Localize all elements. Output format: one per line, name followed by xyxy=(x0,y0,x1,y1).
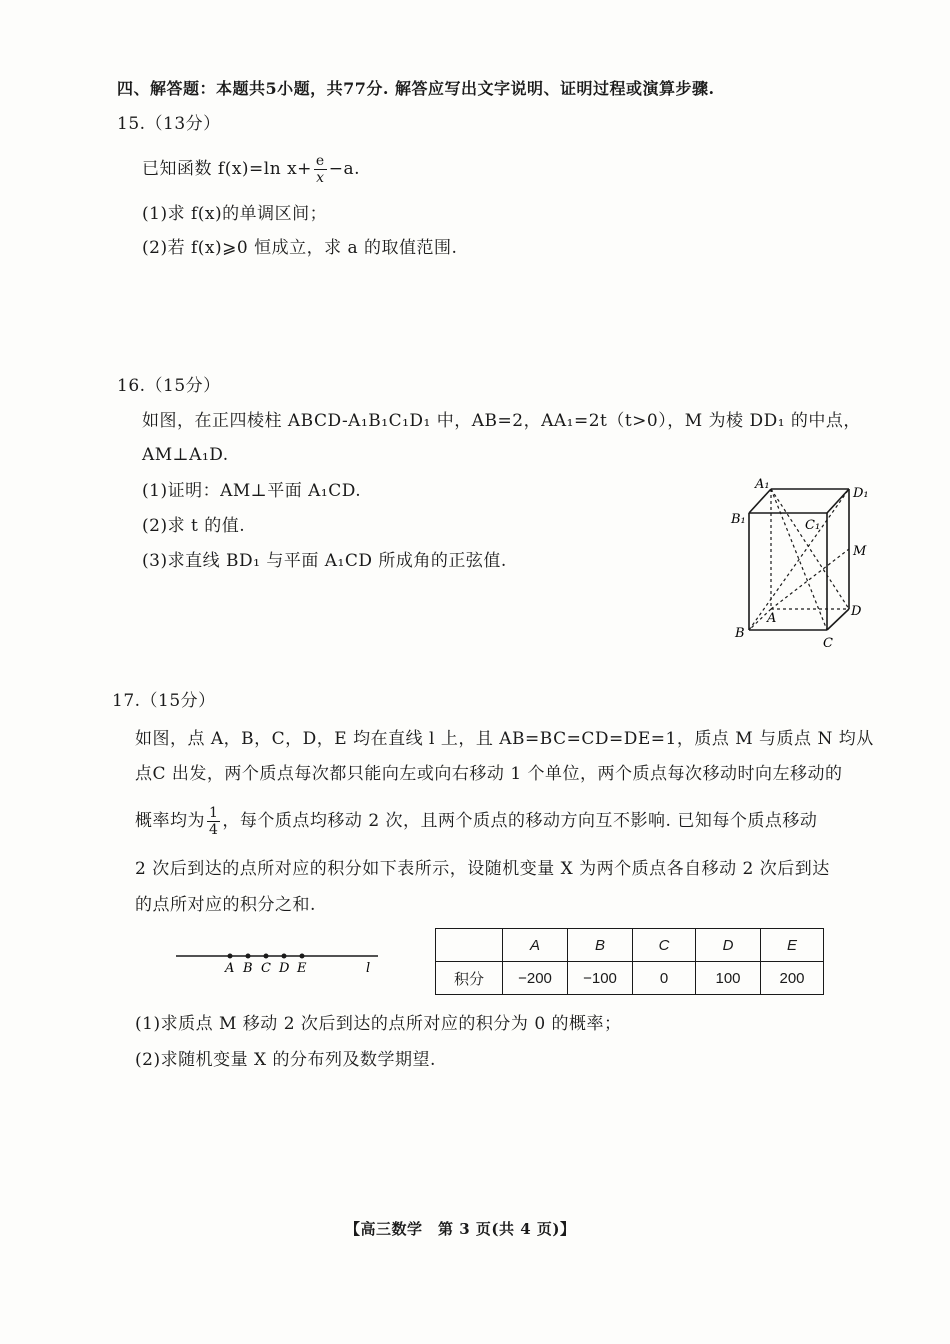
q16-part1: (1)证明：AM⊥平面 A₁CD. xyxy=(142,481,362,501)
q15-frac-den: x xyxy=(316,170,325,186)
q17-line2: 点C 出发，两个质点每次都只能向左或向右移动 1 个单位，两个质点每次移动时向左移动的 xyxy=(135,764,843,784)
label-m: M xyxy=(853,544,867,559)
table-row xyxy=(436,962,824,995)
q17-frac-num: 1 xyxy=(209,805,219,821)
q16-number: 16.（15分） xyxy=(117,376,221,396)
q17-part1: (1)求质点 M 移动 2 次后到达的点所对应的积分为 0 的概率； xyxy=(135,1014,622,1034)
label-a1: A₁ xyxy=(755,477,770,492)
q15-part1: (1)求 f(x)的单调区间； xyxy=(142,204,328,224)
q15-frac-num: e xyxy=(315,153,325,169)
q17-line3-pre: 概率均为 xyxy=(135,811,205,831)
q17-frac-den: 4 xyxy=(209,822,219,838)
q17-part2: (2)求随机变量 X 的分布列及数学期望. xyxy=(135,1050,436,1070)
q16-part2: (2)求 t 的值. xyxy=(142,516,246,536)
table-cell: 0 xyxy=(633,962,696,995)
table-header-cell: C xyxy=(633,929,696,962)
table-header-cell: A xyxy=(503,929,568,962)
point-e xyxy=(300,954,305,959)
edge-a1b1 xyxy=(749,489,771,513)
q16-part3: (3)求直线 BD₁ 与平面 A₁CD 所成角的正弦值. xyxy=(142,551,507,571)
point-b xyxy=(246,954,251,959)
table-cell: 100 xyxy=(696,962,761,995)
nl-label-e: E xyxy=(297,961,307,976)
line-am-hidden xyxy=(771,549,849,609)
table-row-label: 积分 xyxy=(436,962,503,995)
table-header-row xyxy=(436,929,824,962)
point-d xyxy=(282,954,287,959)
nl-label-b: B xyxy=(243,961,253,976)
q15-intro-post: −a. xyxy=(328,159,361,179)
nl-label-a: A xyxy=(225,961,235,976)
q17-line3 xyxy=(135,800,817,842)
table-cell: 200 xyxy=(761,962,824,995)
table-cell: −100 xyxy=(568,962,633,995)
nl-label-c: C xyxy=(261,961,271,976)
point-c xyxy=(264,954,269,959)
label-a: A xyxy=(767,611,777,626)
edge-c1d1 xyxy=(827,489,849,513)
q15-number: 15.（13分） xyxy=(117,114,221,134)
point-a xyxy=(228,954,233,959)
number-line xyxy=(170,945,390,977)
q15-fraction xyxy=(314,153,327,186)
score-table xyxy=(435,928,824,995)
q17-line5: 的点所对应的积分之和. xyxy=(135,895,316,915)
table-cell: −200 xyxy=(503,962,568,995)
q16-intro-line2: AM⊥A₁D. xyxy=(142,445,229,465)
q17-line3-post: ，每个质点均移动 2 次，且两个质点的移动方向互不影响. 已知每个质点移动 xyxy=(222,811,818,831)
label-d1: D₁ xyxy=(853,486,869,501)
line-a1d-hidden xyxy=(771,489,849,609)
q17-line4: 2 次后到达的点所对应的积分如下表所示，设随机变量 X 为两个质点各自移动 2 次后到达 xyxy=(135,859,830,879)
q15-part2: (2)若 f(x)⩾0 恒成立，求 a 的取值范围. xyxy=(142,238,458,258)
label-b1: B₁ xyxy=(731,512,746,527)
edge-cd xyxy=(827,609,849,630)
table-header-cell: D xyxy=(696,929,761,962)
label-c: C xyxy=(823,636,833,651)
label-d: D xyxy=(851,604,862,619)
section-header: 四、解答题：本题共5小题，共77分. 解答应写出文字说明、证明过程或演算步骤. xyxy=(117,79,715,98)
table-header-cell xyxy=(436,929,503,962)
page-footer: 【高三数学 第 3 页(共 4 页)】 xyxy=(345,1220,576,1238)
nl-label-d: D xyxy=(279,961,290,976)
label-b: B xyxy=(735,626,745,641)
q17-number: 17.（15分） xyxy=(112,691,216,711)
q16-intro-line1: 如图，在正四棱柱 ABCD-A₁B₁C₁D₁ 中，AB=2，AA₁=2t（t>0），M 为棱 DD₁ 的中点， xyxy=(142,411,861,431)
label-c1: C₁ xyxy=(805,518,821,533)
q17-fraction xyxy=(207,805,220,838)
q15-intro-pre: 已知函数 f(x)=ln x+ xyxy=(142,159,312,179)
table-header-cell: E xyxy=(761,929,824,962)
prism-figure xyxy=(725,475,885,655)
q17-line1: 如图，点 A，B，C，D，E 均在直线 l 上，且 AB=BC=CD=DE=1，质点 M 与质点 N 均从 xyxy=(135,729,874,749)
q15-intro xyxy=(142,152,360,186)
nl-label-l: l xyxy=(366,961,371,976)
table-header-cell: B xyxy=(568,929,633,962)
